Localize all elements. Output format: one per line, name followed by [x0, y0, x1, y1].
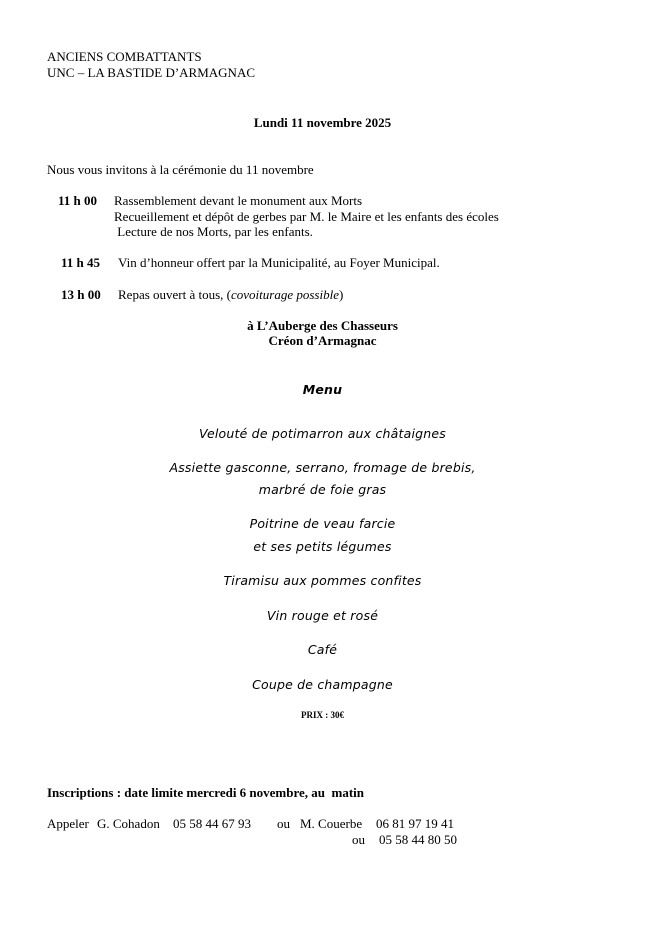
schedule-2-line-1: Vin d’honneur offert par la Municipalité, au Foyer Municipal. [118, 255, 440, 270]
menu-item-3: marbré de foie gras [258, 482, 387, 497]
menu-item-5: et ses petits légumes [253, 539, 392, 554]
schedule-3-text: Repas ouvert à tous, ( [118, 287, 232, 302]
schedule-3-line [118, 287, 343, 303]
menu-price: PRIX : 30€ [301, 710, 344, 720]
contact-phone-1: 05 58 44 67 93 [173, 816, 251, 831]
contact-name-2: M. Couerbe [300, 816, 363, 831]
schedule-1-line-2: Recueillement et dépôt de gerbes par M. le Maire et les enfants des écoles [114, 209, 499, 224]
menu-item-1: Velouté de potimarron aux châtaignes [198, 426, 447, 441]
or-label-2: ou [352, 832, 365, 847]
menu-item-9: Coupe de champagne [252, 677, 393, 692]
schedule-1-line-1: Rassemblement devant le monument aux Morts [114, 193, 363, 208]
menu-item-8: Café [307, 642, 338, 657]
header-line-1: ANCIENS COMBATTANTS [47, 49, 202, 64]
intro-text: Nous vous invitons à la cérémonie du 11 novembre [47, 162, 314, 177]
menu-item-2: Assiette gasconne, serrano, fromage de brebis, [169, 460, 476, 475]
menu-title: Menu [302, 382, 343, 397]
call-label: Appeler [47, 816, 89, 831]
venue-line-2: Créon d’Armagnac [268, 333, 377, 348]
schedule-time-3: 13 h 00 [61, 287, 101, 302]
venue-line-1: à L’Auberge des Chasseurs [247, 318, 398, 333]
schedule-time-1: 11 h 00 [58, 193, 98, 208]
menu-item-4: Poitrine de veau farcie [249, 516, 396, 531]
menu-item-6: Tiramisu aux pommes confites [223, 573, 422, 588]
header-line-2: UNC – LA BASTIDE D’ARMAGNAC [47, 65, 256, 80]
menu-item-7: Vin rouge et rosé [266, 608, 379, 623]
contact-phone-3: 05 58 44 80 50 [379, 832, 457, 847]
schedule-time-2: 11 h 45 [61, 255, 101, 270]
schedule-3-text-end: ) [338, 287, 344, 302]
schedule-3-italic: covoiturage possible [231, 287, 339, 302]
contact-name-1: G. Cohadon [97, 816, 160, 831]
inscriptions-deadline: Inscriptions : date limite mercredi 6 novembre, au matin [47, 785, 365, 800]
schedule-1-line-3: Lecture de nos Morts, par les enfants. [114, 224, 313, 239]
or-label-1: ou [277, 816, 290, 831]
event-date: Lundi 11 novembre 2025 [253, 115, 392, 130]
contact-phone-2: 06 81 97 19 41 [376, 816, 454, 831]
